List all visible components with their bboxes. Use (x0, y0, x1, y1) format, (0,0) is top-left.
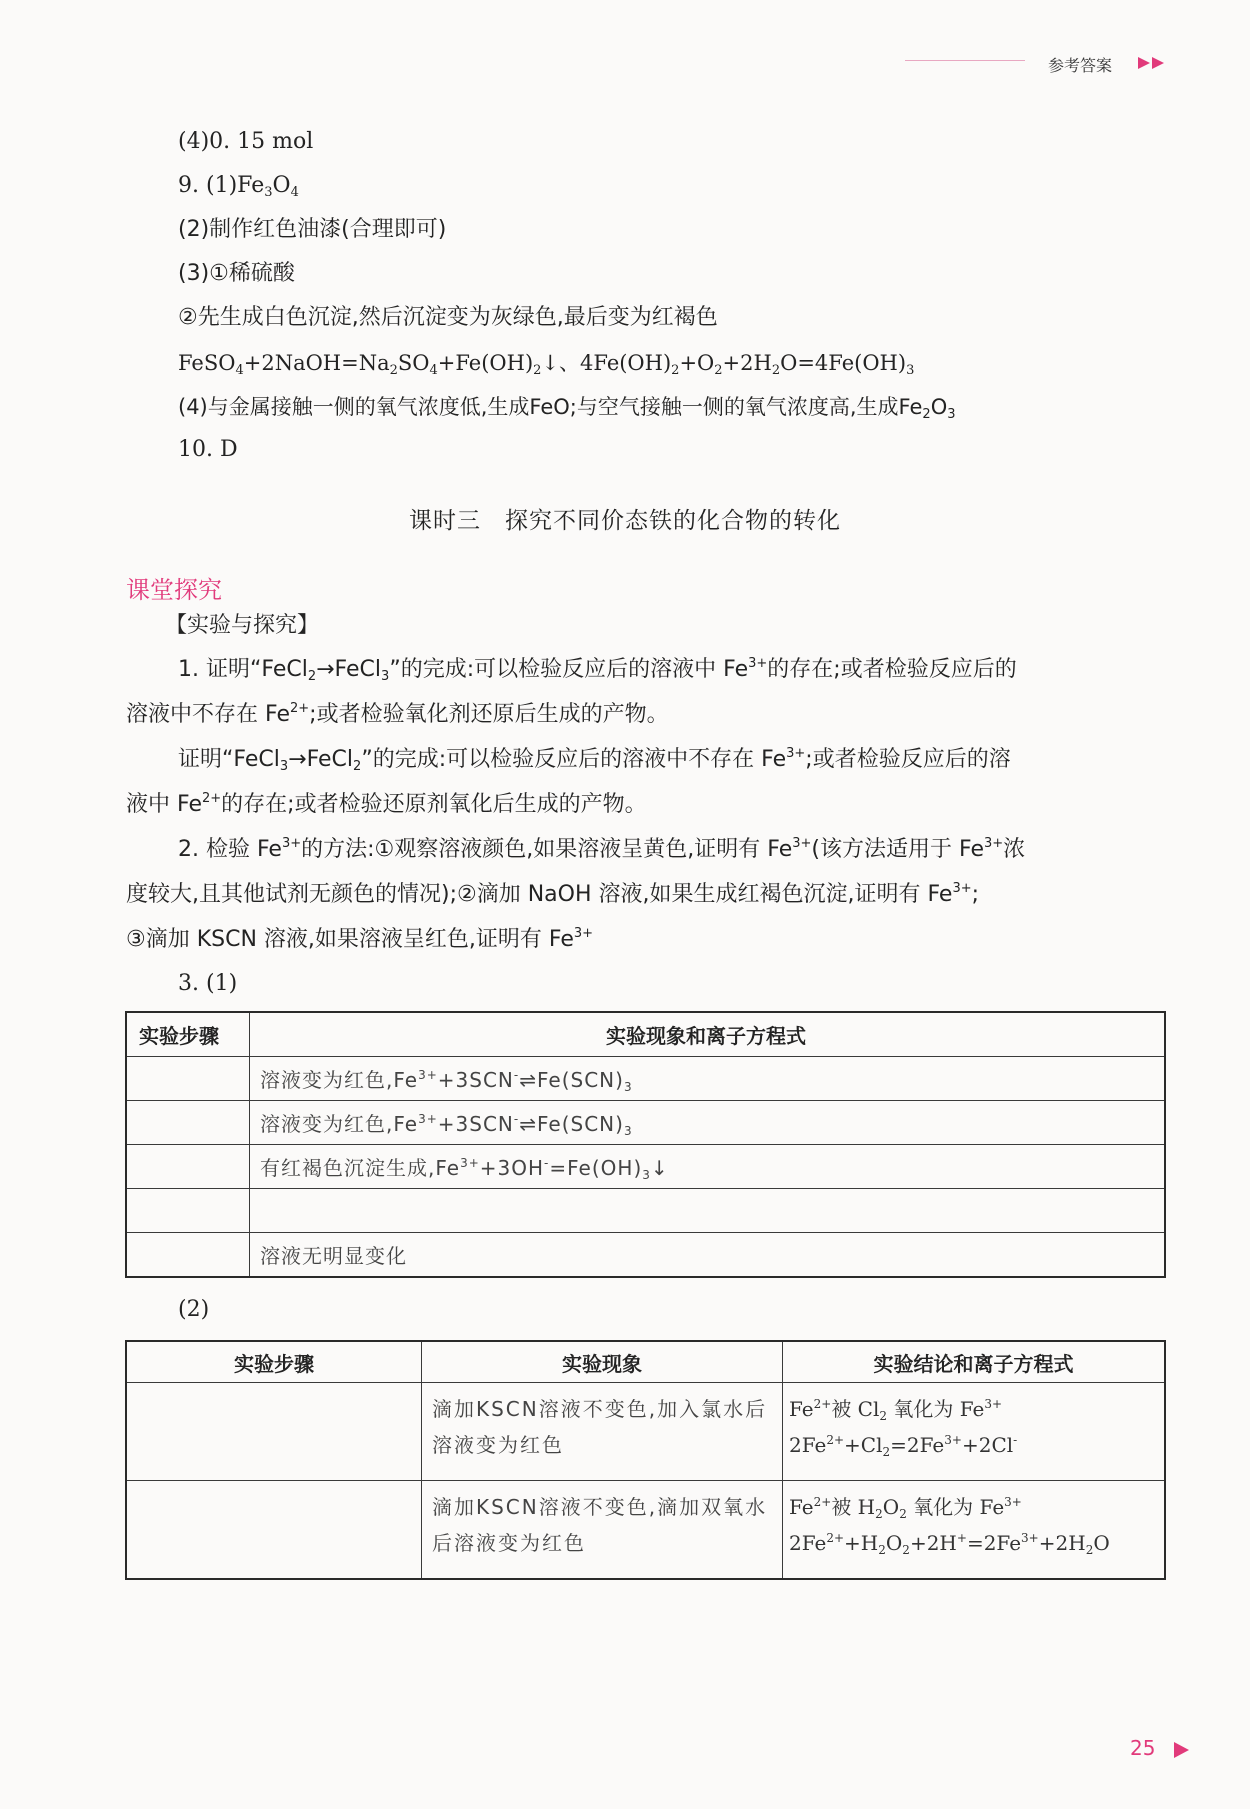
answer-9-4: (4)与金属接触一侧的氧气浓度低,生成FeO;与空气接触一侧的氧气浓度高,生成$Fe_2O_3$ (178, 395, 956, 422)
answer-9-3b: ②先生成白色沉淀,然后沉淀变为灰绿色,最后变为红褐色 (178, 305, 718, 330)
table-row (126, 1233, 1165, 1278)
table2-header-step: 实验步骤 (126, 1341, 422, 1383)
q3-1-label: 3. (1) (178, 971, 238, 996)
table-cell-phenomenon: 溶液变为红色$,Fe^{3+}+3SCN^-\rightleftharpoons Fe(SCN)_3$ (250, 1101, 1166, 1145)
table-cell-phenomenon (250, 1189, 1166, 1233)
table-cell-step (126, 1481, 422, 1580)
table-cell-phenomenon: 溶液变为红色$,Fe^{3+}+3SCN^-\rightleftharpoons Fe(SCN)_3$ (250, 1057, 1166, 1101)
table1-header-phenomenon: 实验现象和离子方程式 (250, 1012, 1166, 1057)
explore-p3-line1: 2. 检验 $Fe^{3+}$的方法:①观察溶液颜色,如果溶液呈黄色,证明有 $Fe^{3+}$(该方法适用于 $Fe^{3+}$浓 (178, 836, 1026, 862)
table-cell-phenomenon: 溶液无明显变化 (250, 1233, 1166, 1278)
table-row (126, 1481, 1165, 1580)
table2-header-phenomenon: 实验现象 (422, 1341, 783, 1383)
answer-9-3a: (3)①稀硫酸 (178, 261, 295, 286)
table-cell-step (126, 1057, 250, 1101)
explore-p1-line2: 溶液中不存在 $Fe^{2+}$;或者检验氧化剂还原后生成的产物。 (126, 701, 669, 727)
bracket-title: 【实验与探究】 (165, 613, 320, 638)
table-cell-conclusion: $Fe^{2+}$被 $Cl_2$ 氧化为 $Fe^{3+}$ $2Fe^{2+}+Cl_2=2Fe^{3+}+2Cl^-$ (783, 1383, 1166, 1481)
experiment-table-2 (125, 1340, 1166, 1580)
table-row (126, 1145, 1165, 1189)
table-header-row (126, 1341, 1165, 1383)
table-cell-step (126, 1101, 250, 1145)
experiment-table-1 (125, 1011, 1166, 1278)
table-row (126, 1383, 1165, 1481)
table-cell-phenomenon: 滴加KSCN溶液不变色,滴加双氧水后溶液变为红色 (422, 1481, 783, 1580)
table-cell-conclusion: $Fe^{2+}$被 $H_2O_2$ 氧化为 $Fe^{3+}$ $2Fe^{2+}+H_2O_2+2H^+=2Fe^{3+}+2H_2O$ (783, 1481, 1166, 1580)
table1-header-step: 实验步骤 (126, 1012, 250, 1057)
table-cell-step (126, 1189, 250, 1233)
table-cell-phenomenon: 有红褐色沉淀生成$,Fe^{3+}+3OH^-=Fe(OH)_3↓$ (250, 1145, 1166, 1189)
explore-p3-line3: ③滴加 KSCN 溶液,如果溶液呈红色,证明有 $Fe^{3+}$ (126, 926, 594, 952)
header-title: 参考答案 (1048, 56, 1113, 75)
answer-9-1: 9. $(1)Fe_3O_4$ (178, 173, 299, 200)
header-rule (905, 60, 1025, 61)
table-header-row (126, 1012, 1165, 1057)
section-title: 课时三 探究不同价态铁的化合物的转化 (409, 508, 841, 534)
answer-8-4: (4)0. 15 mol (178, 129, 314, 154)
header-double-arrow-icon (1136, 55, 1168, 71)
page-arrow-icon (1172, 1741, 1190, 1759)
answer-9-2: (2)制作红色油漆(合理即可) (178, 217, 447, 242)
table2-header-conclusion: 实验结论和离子方程式 (783, 1341, 1166, 1383)
answer-9-3c: $FeSO_4+2NaOH=Na_2SO_4+Fe(OH)_2↓$、$4Fe(OH)_2+O_2+2H_2O=4Fe(OH)_3$ (178, 351, 915, 378)
explore-p3-line2: 度较大,且其他试剂无颜色的情况);②滴加 NaOH 溶液,如果生成红褐色沉淀,证明有 $Fe^{3+}$; (126, 881, 980, 907)
page-number: 25 (1130, 1736, 1156, 1760)
table-row (126, 1189, 1165, 1233)
explore-p2-line1: 证明“FeCl$_3$→FeCl$_2$”的完成:可以检验反应后的溶液中不存在 $Fe^{3+}$;或者检验反应后的溶 (178, 746, 1011, 774)
table-cell-phenomenon: 滴加KSCN溶液不变色,加入氯水后溶液变为红色 (422, 1383, 783, 1481)
table-cell-step (126, 1145, 250, 1189)
explore-p2-line2: 液中 $Fe^{2+}$的存在;或者检验还原剂氧化后生成的产物。 (126, 791, 647, 817)
subsection-heading: 课堂探究 (126, 576, 222, 604)
answer-10: 10. D (178, 437, 238, 462)
table-row (126, 1101, 1165, 1145)
table-row (126, 1057, 1165, 1101)
q3-2-label: (2) (178, 1297, 210, 1322)
table-cell-step (126, 1383, 422, 1481)
explore-p1-line1: 1. 证明“FeCl$_2$→FeCl$_3$”的完成:可以检验反应后的溶液中 $Fe^{3+}$的存在;或者检验反应后的 (178, 656, 1017, 684)
table-cell-step (126, 1233, 250, 1278)
